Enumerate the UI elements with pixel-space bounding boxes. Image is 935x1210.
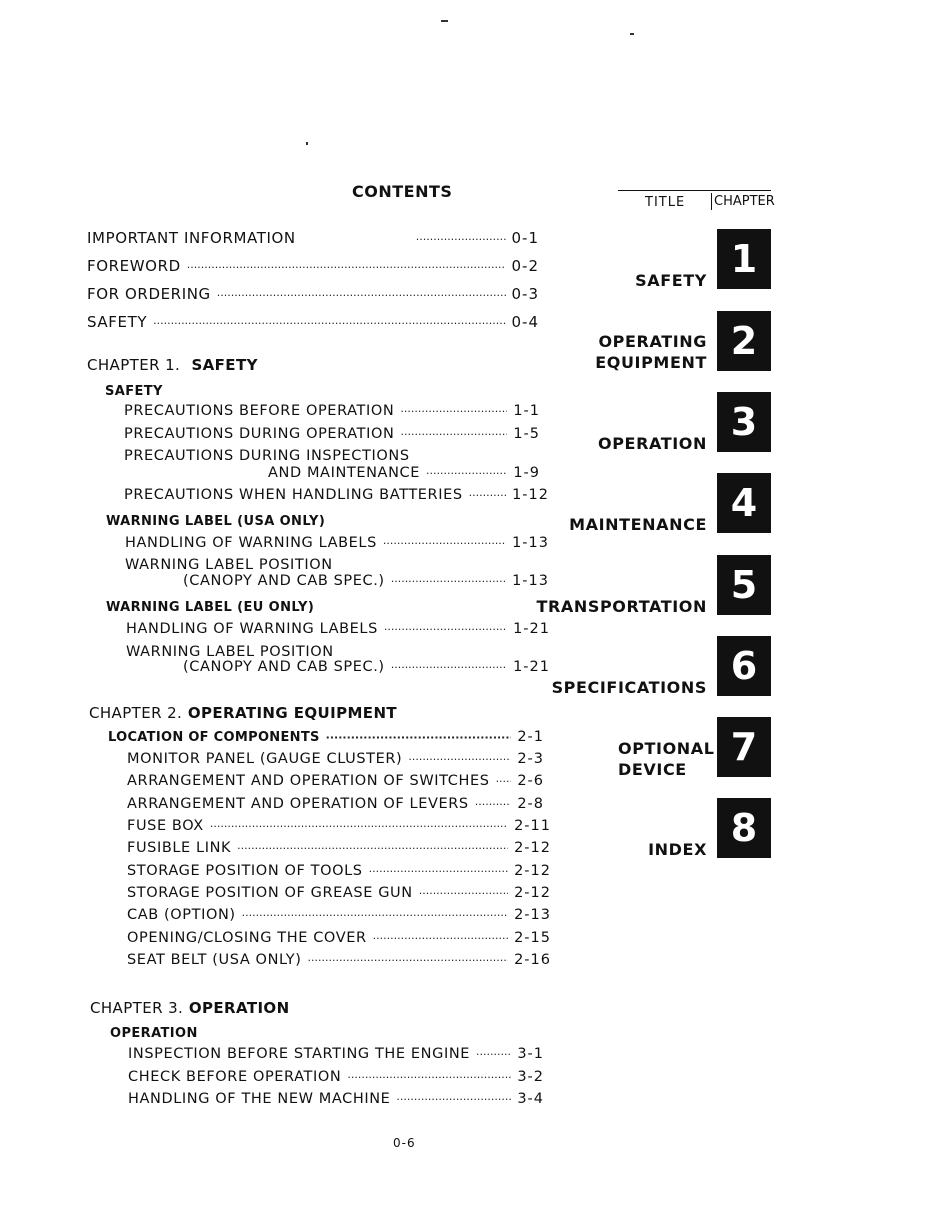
chapter-title: OPERATING EQUIPMENT (187, 704, 398, 722)
leader-dots (187, 261, 506, 274)
toc-entry-label: MONITOR PANEL (GAUGE CLUSTER) (127, 751, 403, 767)
page-title: CONTENTS (352, 182, 453, 201)
toc-entry-page: 2-13 (514, 907, 551, 923)
toc-entry-page: 1-21 (513, 659, 550, 675)
chapter-title: SAFETY (191, 356, 258, 374)
toc-entry-page: 2-12 (514, 885, 551, 901)
toc-entry[interactable] (127, 952, 551, 968)
chapter-tab-number: 5 (717, 555, 771, 615)
leader-dots (391, 575, 506, 588)
toc-entry-page: 1-21 (513, 621, 550, 637)
toc-entry[interactable] (128, 1046, 544, 1062)
leader-dots (400, 428, 507, 441)
chapter-tab-label-line: OPERATION (598, 434, 707, 453)
toc-entry-page: 3-1 (517, 1046, 544, 1062)
chapter-tab-label (536, 596, 707, 617)
chapter-2-heading[interactable] (89, 704, 397, 722)
toc-entry-page: 2-3 (517, 751, 544, 767)
toc-entry[interactable] (127, 840, 551, 856)
leader-dots (307, 954, 508, 967)
toc-entry[interactable] (125, 535, 549, 551)
toc-entry-page: 0-1 (511, 229, 539, 247)
toc-entry[interactable] (127, 930, 551, 946)
toc-entry[interactable] (183, 573, 549, 589)
toc-entry-label: AND MAINTENANCE (268, 465, 421, 481)
leader-dots (384, 623, 507, 636)
chapter-number: CHAPTER 1. (87, 356, 181, 374)
chapter-tab-label (648, 839, 707, 860)
toc-entry-page: 1-12 (512, 487, 549, 503)
chapter-number: CHAPTER 2. (89, 704, 183, 722)
leader-dots (408, 753, 511, 766)
leader-dots (369, 865, 508, 878)
toc-entry-for-ordering[interactable] (87, 285, 539, 303)
chapter-tab-label-line: TRANSPORTATION (536, 597, 707, 616)
chapter-tab-label-line: DEVICE (618, 760, 687, 779)
toc-entry-page: 0-3 (511, 285, 539, 303)
chapter-number: CHAPTER 3. (90, 999, 184, 1017)
leader-dots (373, 932, 508, 945)
column-header-chapter: CHAPTER (711, 193, 775, 210)
toc-entry-label: (CANOPY AND CAB SPEC.) (183, 659, 385, 675)
toc-entry-label: ARRANGEMENT AND OPERATION OF SWITCHES (127, 773, 490, 789)
chapter-tab-label (552, 677, 707, 698)
toc-entry-page: 2-11 (514, 818, 551, 834)
toc-entry-label: CHECK BEFORE OPERATION (128, 1069, 342, 1085)
section-heading: SAFETY (105, 384, 163, 399)
toc-entry[interactable] (127, 796, 544, 812)
toc-entry[interactable] (268, 465, 540, 481)
leader-dots (217, 289, 506, 302)
toc-entry-first-line: WARNING LABEL POSITION (125, 557, 333, 573)
toc-entry-page: 1-1 (513, 403, 540, 419)
toc-entry-label: STORAGE POSITION OF TOOLS (127, 863, 363, 879)
toc-entry-page: 3-4 (517, 1091, 544, 1107)
toc-entry-label: OPENING/CLOSING THE COVER (127, 930, 367, 946)
toc-entry[interactable] (127, 863, 551, 879)
leader-dots (242, 909, 508, 922)
toc-entry-label: HANDLING OF WARNING LABELS (125, 535, 377, 551)
toc-entry[interactable] (127, 751, 544, 767)
chapter-tab-label (569, 514, 707, 535)
toc-entry-label: IMPORTANT INFORMATION (87, 229, 296, 247)
toc-entry[interactable] (124, 487, 549, 503)
toc-entry-label: PRECAUTIONS BEFORE OPERATION (124, 403, 395, 419)
toc-entry-label: FOREWORD (87, 257, 181, 275)
toc-entry-label: FOR ORDERING (87, 285, 211, 303)
chapter-tab-number: 1 (717, 229, 771, 289)
leader-dots (416, 233, 506, 246)
chapter-tab-label-line: SAFETY (635, 271, 707, 290)
chapter-tab-label-line: OPTIONAL (618, 739, 715, 758)
leader-dots (347, 1071, 511, 1084)
toc-entry-page: 2-16 (514, 952, 551, 968)
toc-entry[interactable] (124, 426, 540, 442)
toc-entry[interactable] (124, 403, 540, 419)
toc-entry-label: LOCATION OF COMPONENTS (108, 730, 320, 745)
toc-entry[interactable] (127, 907, 551, 923)
toc-entry[interactable] (128, 1091, 544, 1107)
toc-entry-page: 2-12 (514, 863, 551, 879)
toc-entry-label: (CANOPY AND CAB SPEC.) (183, 573, 385, 589)
toc-entry-page: 3-2 (517, 1069, 544, 1085)
toc-entry[interactable] (108, 729, 544, 745)
toc-entry-label: SEAT BELT (USA ONLY) (127, 952, 302, 968)
scan-speck (630, 33, 634, 35)
leader-dots (237, 842, 508, 855)
leader-dots (153, 317, 505, 330)
toc-entry-first-line: WARNING LABEL POSITION (126, 644, 334, 660)
chapter-tab-number: 3 (717, 392, 771, 452)
section-heading: WARNING LABEL (EU ONLY) (106, 600, 315, 615)
chapter-tab-label (618, 738, 715, 780)
chapter-title: OPERATION (188, 999, 290, 1017)
leader-dots (475, 798, 512, 811)
toc-entry-page: 0-4 (511, 313, 539, 331)
leader-dots (496, 775, 512, 788)
toc-entry-page: 1-9 (513, 465, 540, 481)
leader-dots (476, 1048, 511, 1061)
toc-entry-label: SAFETY (87, 313, 148, 331)
toc-entry-page: 1-13 (512, 573, 549, 589)
leader-dots (210, 820, 508, 833)
chapter-tab-number: 8 (717, 798, 771, 858)
leader-dots (469, 489, 506, 502)
section-heading: WARNING LABEL (USA ONLY) (106, 514, 326, 529)
leader-dots (383, 537, 506, 550)
toc-entry-label: FUSIBLE LINK (127, 840, 232, 856)
toc-entry-page: 2-1 (517, 729, 544, 745)
toc-entry-safety[interactable] (87, 313, 539, 331)
chapter-tab-label-line: EQUIPMENT (595, 353, 707, 372)
chapter-tab-number: 7 (717, 717, 771, 777)
chapter-tab-label (598, 433, 707, 454)
toc-entry-page: 2-12 (514, 840, 551, 856)
toc-entry-label: HANDLING OF WARNING LABELS (126, 621, 378, 637)
section-heading: OPERATION (110, 1026, 198, 1041)
toc-entry-label: CAB (OPTION) (127, 907, 236, 923)
toc-entry-label: PRECAUTIONS WHEN HANDLING BATTERIES (124, 487, 463, 503)
toc-entry[interactable] (126, 621, 550, 637)
toc-entry-page: 1-13 (512, 535, 549, 551)
toc-entry-label: INSPECTION BEFORE STARTING THE ENGINE (128, 1046, 471, 1062)
chapter-3-heading[interactable] (90, 999, 290, 1017)
chapter-tab-column-header (618, 190, 775, 213)
toc-entry[interactable] (127, 773, 544, 789)
toc-entry-page: 1-5 (513, 426, 540, 442)
column-header-title: TITLE (645, 195, 686, 210)
toc-entry-label: ARRANGEMENT AND OPERATION OF LEVERS (127, 796, 469, 812)
toc-entry-first-line: PRECAUTIONS DURING INSPECTIONS (124, 448, 410, 464)
chapter-tab-label-line: OPERATING (598, 332, 707, 351)
toc-entry-foreword[interactable] (87, 257, 539, 275)
toc-entry[interactable] (127, 818, 551, 834)
leader-dots (426, 467, 507, 480)
chapter-tab-number: 6 (717, 636, 771, 696)
leader-dots (400, 405, 507, 418)
chapter-tab-label (595, 331, 707, 373)
chapter-tab-number: 2 (717, 311, 771, 371)
toc-entry[interactable] (128, 1069, 544, 1085)
toc-entry-label: STORAGE POSITION OF GREASE GUN (127, 885, 413, 901)
chapter-tab-label-line: MAINTENANCE (569, 515, 707, 534)
page-number: 0-6 (393, 1136, 416, 1150)
toc-entry-page: 0-2 (511, 257, 539, 275)
toc-entry[interactable] (183, 659, 550, 675)
toc-entry-page: 2-6 (517, 773, 544, 789)
toc-entry[interactable] (127, 885, 551, 901)
leader-dots (396, 1093, 511, 1106)
toc-entry-label: PRECAUTIONS DURING OPERATION (124, 426, 395, 442)
toc-entry-important-information[interactable] (87, 229, 539, 247)
leader-dots (326, 731, 512, 744)
chapter-tab-number: 4 (717, 473, 771, 533)
chapter-1-heading[interactable] (87, 356, 258, 374)
toc-entry-label: HANDLING OF THE NEW MACHINE (128, 1091, 391, 1107)
chapter-tab-label-line: INDEX (648, 840, 707, 859)
toc-entry-label: FUSE BOX (127, 818, 204, 834)
leader-dots (391, 661, 507, 674)
leader-dots (419, 887, 508, 900)
chapter-tab-label-line: SPECIFICATIONS (551, 678, 707, 697)
toc-entry-page: 2-15 (514, 930, 551, 946)
toc-entry-page: 2-8 (517, 796, 544, 812)
chapter-tab-label (635, 270, 707, 291)
